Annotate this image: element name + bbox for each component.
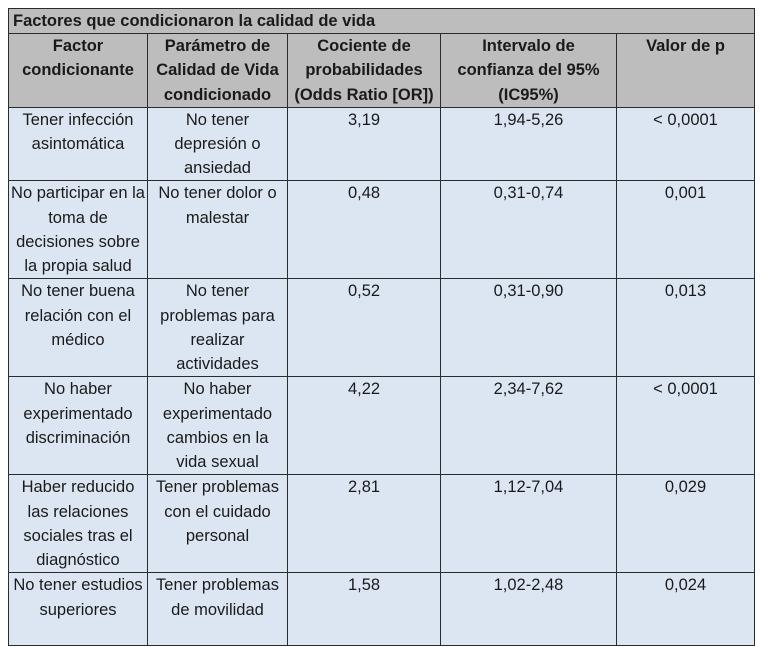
cell-confidence-interval: 2,34-7,62: [441, 377, 617, 475]
cell-parameter: Tener problemas con el cuidado personal: [148, 475, 288, 573]
cell-factor: No tener buena relación con el médico: [9, 279, 148, 377]
cell-p-value: 0,029: [617, 475, 755, 573]
title-row: [9, 9, 755, 34]
cell-factor: No haber experimentado discriminación: [9, 377, 148, 475]
cell-factor: Haber reducido las relaciones sociales tras el diagnóstico: [9, 475, 148, 573]
cell-parameter: No haber experimentado cambios en la vida sexual: [148, 377, 288, 475]
cell-p-value: 0,013: [617, 279, 755, 377]
column-header-parameter: Parámetro de Calidad de Vida condicionado: [148, 34, 288, 108]
table-row: [9, 475, 755, 573]
cell-odds-ratio: 4,22: [288, 377, 441, 475]
column-header-confidence-interval: Intervalo de confianza del 95% (IC95%): [441, 34, 617, 108]
column-header-p-value: Valor de p: [617, 34, 755, 108]
quality-of-life-table-container: [8, 8, 754, 646]
cell-p-value: < 0,0001: [617, 377, 755, 475]
column-header-odds-ratio: Cociente de probabilidades (Odds Ratio [OR]): [288, 34, 441, 108]
cell-p-value: 0,001: [617, 181, 755, 279]
table-row: [9, 573, 755, 646]
cell-confidence-interval: 0,31-0,90: [441, 279, 617, 377]
header-row: [9, 34, 755, 108]
cell-factor: No tener estudios superiores: [9, 573, 148, 646]
cell-confidence-interval: 1,02-2,48: [441, 573, 617, 646]
table-row: [9, 107, 755, 181]
cell-confidence-interval: 0,31-0,74: [441, 181, 617, 279]
cell-p-value: 0,024: [617, 573, 755, 646]
cell-odds-ratio: 2,81: [288, 475, 441, 573]
quality-of-life-factors-table: [8, 8, 755, 646]
table-title: Factores que condicionaron la calidad de vida: [9, 9, 755, 34]
table-row: [9, 377, 755, 475]
cell-p-value: < 0,0001: [617, 107, 755, 181]
cell-factor: No participar en la toma de decisiones sobre la propia salud: [9, 181, 148, 279]
cell-confidence-interval: 1,94-5,26: [441, 107, 617, 181]
column-header-factor: Factor condicionante: [9, 34, 148, 108]
cell-parameter: Tener problemas de movilidad: [148, 573, 288, 646]
cell-odds-ratio: 0,48: [288, 181, 441, 279]
cell-odds-ratio: 1,58: [288, 573, 441, 646]
table-row: [9, 181, 755, 279]
cell-parameter: No tener dolor o malestar: [148, 181, 288, 279]
cell-odds-ratio: 3,19: [288, 107, 441, 181]
table-row: [9, 279, 755, 377]
cell-factor: Tener infección asintomática: [9, 107, 148, 181]
cell-parameter: No tener depresión o ansiedad: [148, 107, 288, 181]
cell-parameter: No tener problemas para realizar actividades: [148, 279, 288, 377]
cell-confidence-interval: 1,12-7,04: [441, 475, 617, 573]
cell-odds-ratio: 0,52: [288, 279, 441, 377]
